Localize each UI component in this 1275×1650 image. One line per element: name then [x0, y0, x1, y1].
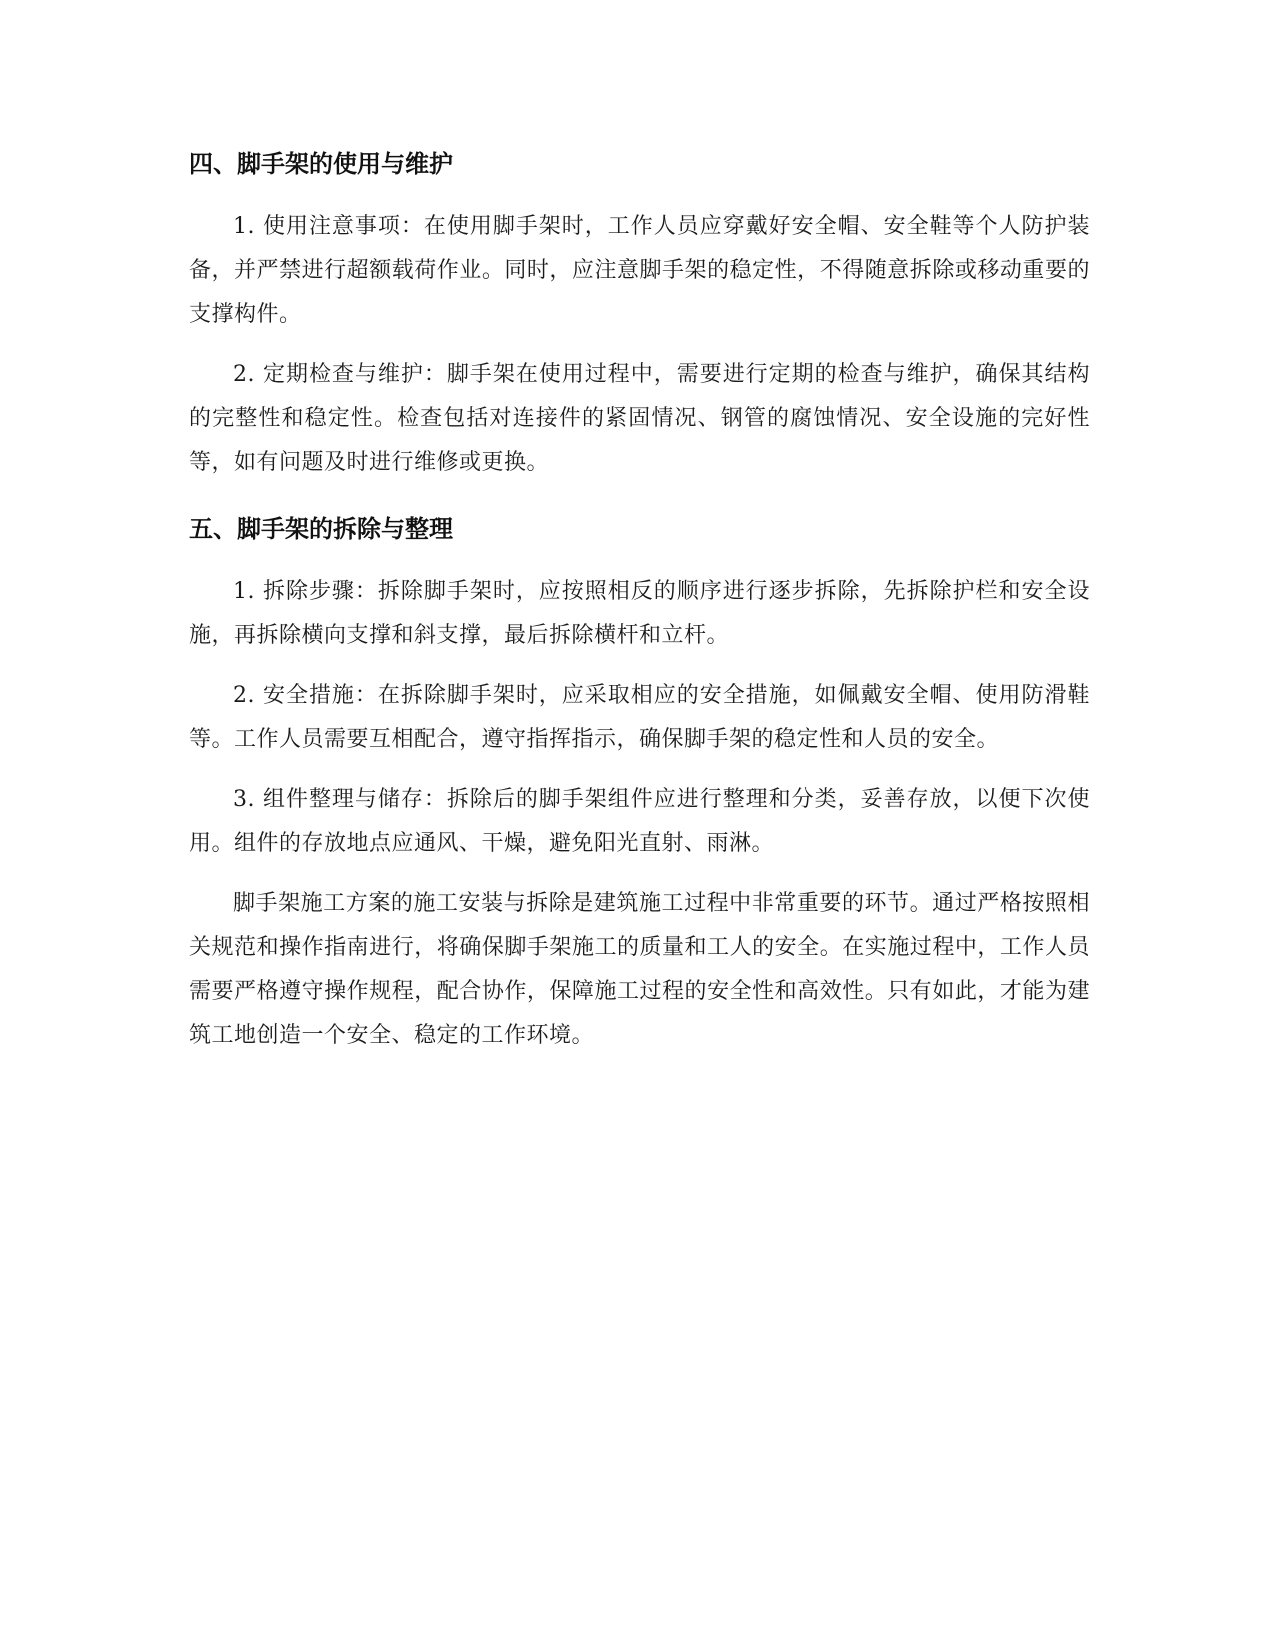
paragraph-dismantling-steps: 1. 拆除步骤：拆除脚手架时，应按照相反的顺序进行逐步拆除，先拆除护栏和安全设施，再拆除横向支撑和斜支撑，最后拆除横杆和立杆。	[189, 579, 1090, 648]
paragraph-component-storage: 3. 组件整理与储存：拆除后的脚手架组件应进行整理和分类，妥善存放，以便下次使用。组件的存放地点应通风、干燥，避免阳光直射、雨淋。	[189, 787, 1090, 856]
section-heading-dismantling: 五、脚手架的拆除与整理	[189, 515, 453, 543]
paragraph-conclusion: 脚手架施工方案的施工安装与拆除是建筑施工过程中非常重要的环节。通过严格按照相关规范和操作指南进行，将确保脚手架施工的质量和工人的安全。在实施过程中，工作人员需要严格遵守操作规程，配合协作，保障施工过程的安全性和高效性。只有如此，才能为建筑工地创造一个安全、稳定的工作环境。	[189, 891, 1090, 1048]
document-body	[189, 146, 1090, 1074]
paragraph-safety-measures: 2. 安全措施：在拆除脚手架时，应采取相应的安全措施，如佩戴安全帽、使用防滑鞋等。工作人员需要互相配合，遵守指挥指示，确保脚手架的稳定性和人员的安全。	[189, 683, 1090, 752]
section-heading-usage-maintenance: 四、脚手架的使用与维护	[189, 150, 453, 178]
paragraph-usage-precautions: 1. 使用注意事项：在使用脚手架时，工作人员应穿戴好安全帽、安全鞋等个人防护装备，并严禁进行超额载荷作业。同时，应注意脚手架的稳定性，不得随意拆除或移动重要的支撑构件。	[189, 214, 1090, 327]
paragraph-periodic-inspection: 2. 定期检查与维护：脚手架在使用过程中，需要进行定期的检查与维护，确保其结构的完整性和稳定性。检查包括对连接件的紧固情况、钢管的腐蚀情况、安全设施的完好性等，如有问题及时进行维修或更换。	[189, 362, 1090, 475]
